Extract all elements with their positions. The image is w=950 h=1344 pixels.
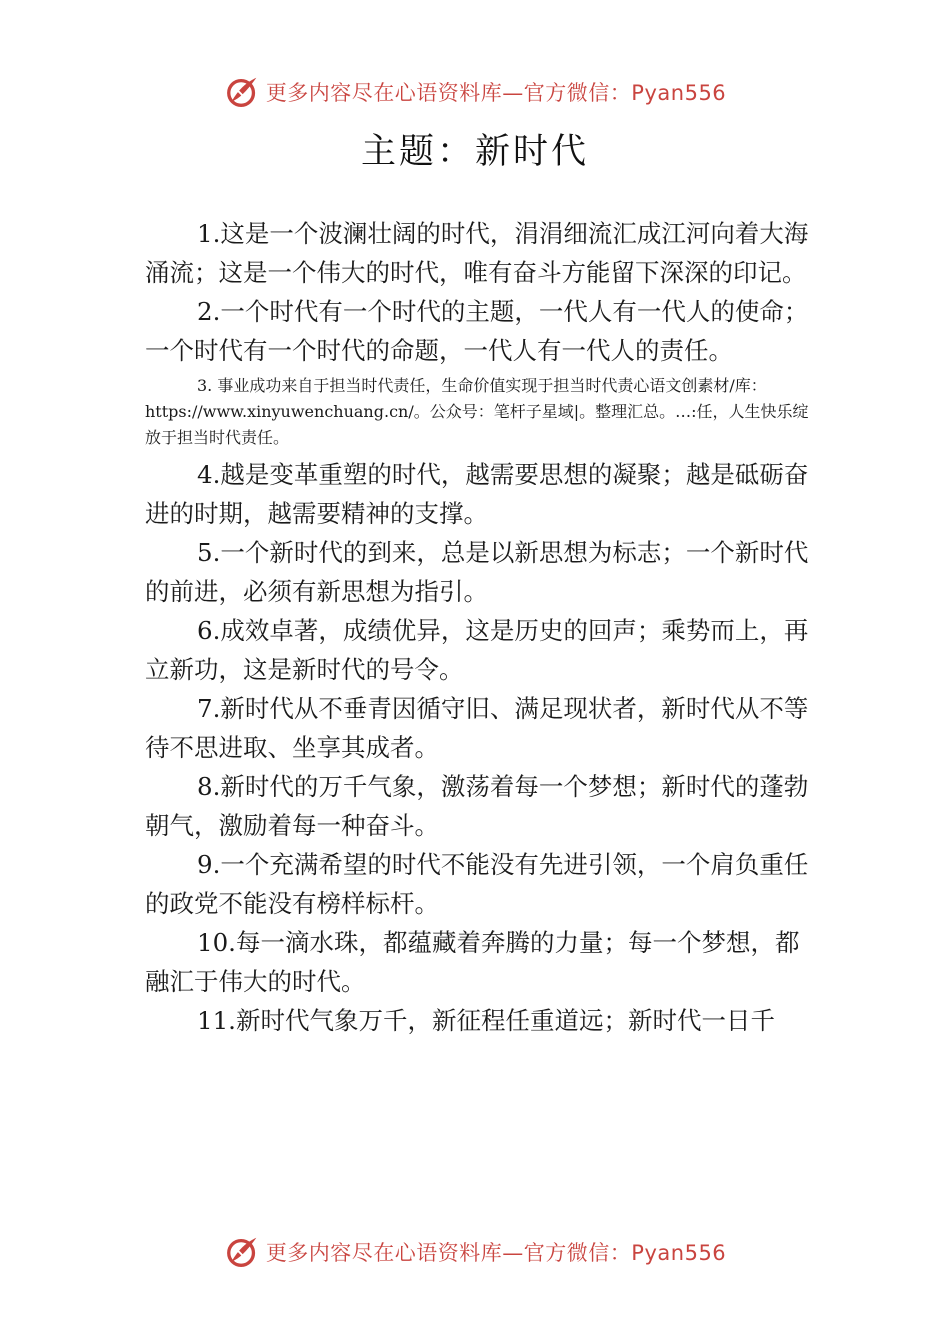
- brush-logo-icon: [224, 73, 262, 111]
- paragraph-2: 2.一个时代有一个时代的主题，一代人有一代人的使命；一个时代有一个时代的命题，一代人有一代人的责任。: [145, 297, 809, 365]
- footer-banner: [0, 1232, 950, 1272]
- page-title: 主题：新时代: [360, 132, 589, 172]
- paragraph-9: 9.一个充满希望的时代不能没有先进引领，一个肩负重任的政党不能没有榜样标杆。: [145, 850, 809, 918]
- paragraph-4: 4.越是变革重塑的时代，越需要思想的凝聚；越是砥砺奋进的时期，越需要精神的支撑。: [145, 460, 809, 528]
- document-body: [145, 214, 815, 1040]
- paragraph-7: 7.新时代从不垂青因循守旧、满足现状者，新时代从不等待不思进取、坐享其成者。: [145, 694, 809, 762]
- paragraph-5: 5.一个新时代的到来，总是以新思想为标志；一个新时代的前进，必须有新思想为指引。: [145, 538, 809, 606]
- paragraph-10: 10.每一滴水珠，都蕴藏着奔腾的力量；每一个梦想，都融汇于伟大的时代。: [145, 928, 800, 996]
- brush-logo-icon: [224, 1233, 262, 1271]
- banner-text: 更多内容尽在心语资料库—官方微信：Pyan556: [265, 1241, 727, 1265]
- paragraph-11: 11.新时代气象万千，新征程任重道远；新时代一日千: [197, 1006, 775, 1035]
- paragraph-1: 1.这是一个波澜壮阔的时代，涓涓细流汇成江河向着大海涌流；这是一个伟大的时代，唯有奋斗方能留下深深的印记。: [145, 219, 809, 287]
- paragraph-8: 8.新时代的万千气象，激荡着每一个梦想；新时代的蓬勃朝气，激励着每一种奋斗。: [145, 772, 809, 840]
- paragraph-6: 6.成效卓著，成绩优异，这是历史的回声；乘势而上，再立新功，这是新时代的号令。: [145, 616, 809, 684]
- paragraph-3: 3. 事业成功来自于担当时代责任，生命价值实现于担当时代责心语文创素材/库：https://www.xinyuwenchuang.cn/。公众号：笔杆子星域|。整理汇总。…:任，人生快乐绽放于担当时代责任。: [145, 376, 809, 447]
- header-banner: [0, 72, 950, 112]
- banner-text: 更多内容尽在心语资料库—官方微信：Pyan556: [265, 81, 727, 105]
